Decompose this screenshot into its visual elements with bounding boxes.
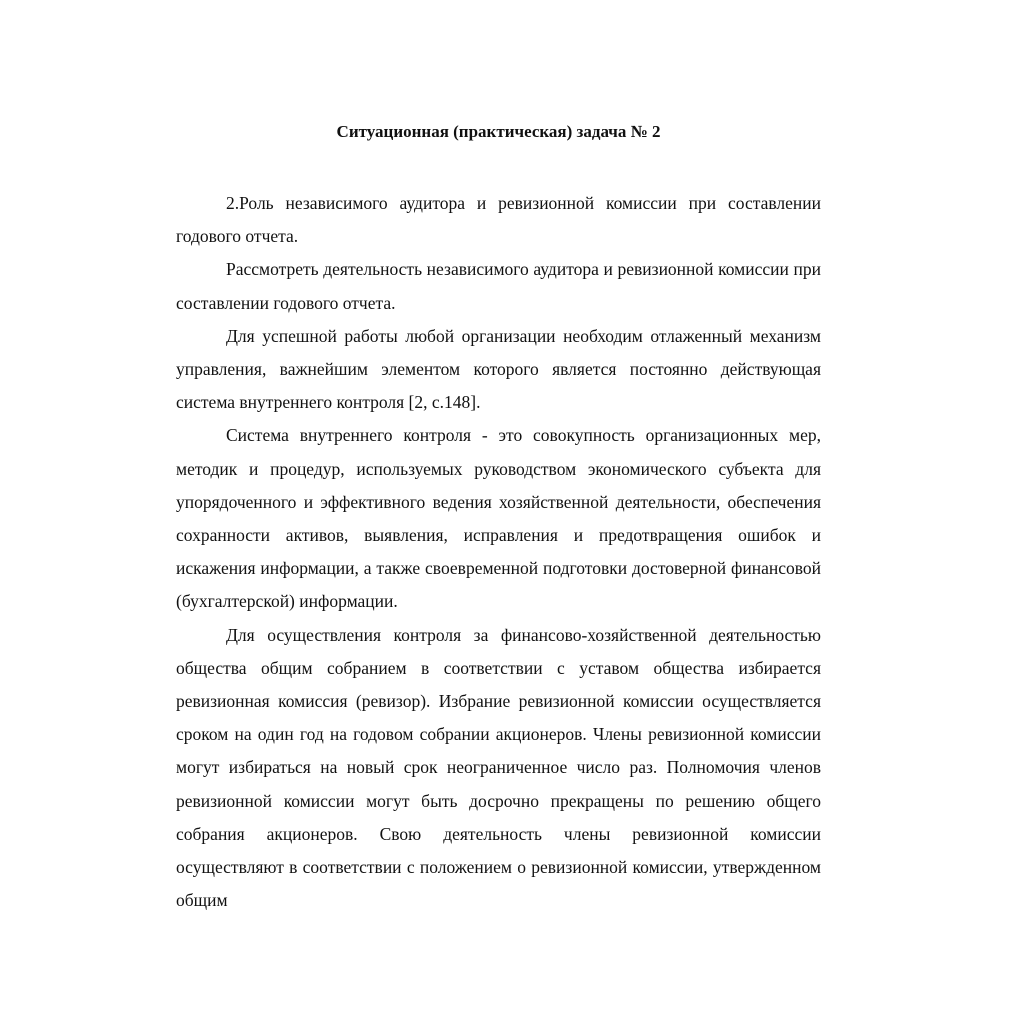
paragraph-management: Для успешной работы любой организации необходим отлаженный механизм управления, важнейшим элементом которого является постоянно действующая система внутреннего контроля [2, с.148].	[176, 325, 821, 413]
paragraph-topic: 2.Роль независимого аудитора и ревизионной комиссии при составлении годового отчета.	[176, 193, 821, 247]
paragraph-task: Рассмотреть деятельность независимого аудитора и ревизионной комиссии при составлении годового отчета.	[176, 259, 821, 313]
paragraph-internal-control: Система внутреннего контроля - это совокупность организационных мер, методик и процедур, используемых руководством экономического субъекта для упорядоченного и эффективного ведения хозяйственной деятельности, обеспечения сохранности активов, выявления, исправления и предотвращения ошибок и искажения информации, а также своевременной подготовки достоверной финансовой (бухгалтерской) информации.	[176, 425, 821, 612]
paragraph-audit-commission: Для осуществления контроля за финансово-хозяйственной деятельностью общества общим собранием в соответствии с уставом общества избирается ревизионная комиссия (ревизор). Избрание ревизионной комиссии осуществляется сроком на один год на годовом собрании акционеров. Члены ревизионной комиссии могут избираться на новый срок неограниченное число раз. Полномочия членов ревизионной комиссии могут быть досрочно прекращены по решению общего собрания акционеров. Свою деятельность члены ревизионной комиссии осуществляют в соответствии с положением о ревизионной комиссии, утвержденном общим	[176, 624, 821, 911]
document-title: Ситуационная (практическая) задача № 2	[336, 122, 661, 141]
document-body	[176, 187, 821, 917]
